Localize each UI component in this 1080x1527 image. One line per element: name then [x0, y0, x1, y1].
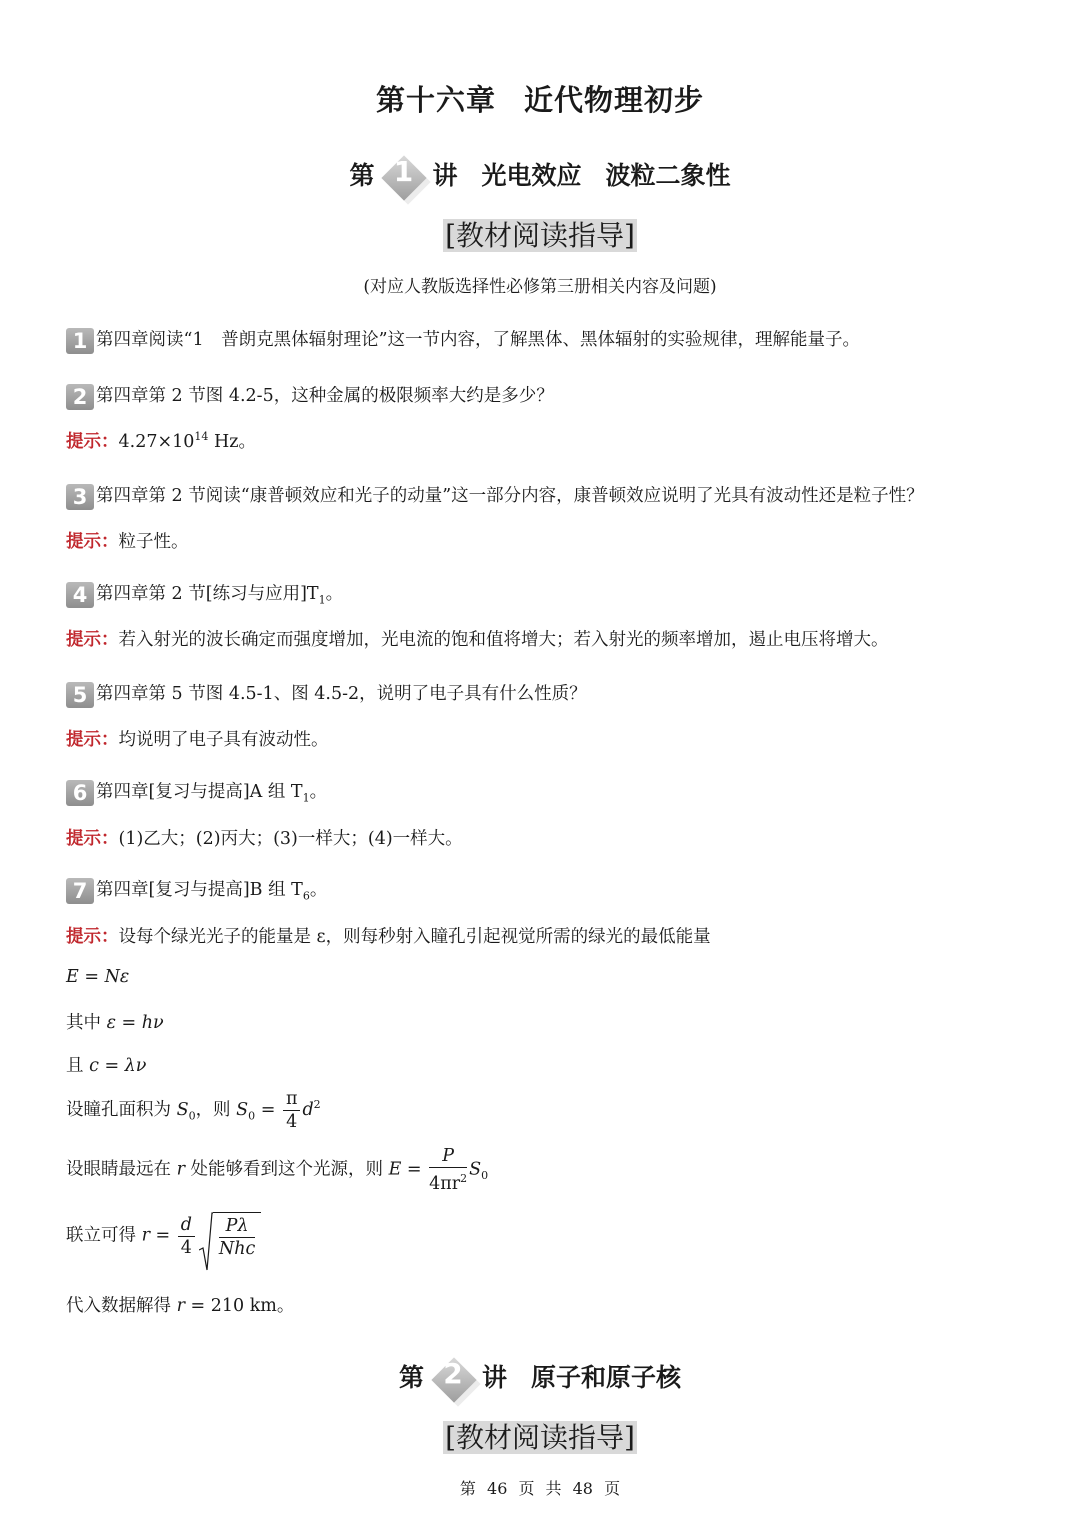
equation: 设眼睛最远在 r 处能够看到这个光源，则 E = $\frac{P}{4\pi r^2}$ $S_0$	[66, 1146, 489, 1194]
hint-line: 提示：(1)乙大；(2)丙大；(3)一样大；(4)一样大。	[66, 829, 463, 849]
item-number-badge: 6	[66, 780, 94, 806]
chapter-name: 近代物理初步	[524, 83, 705, 117]
radical-sign	[199, 1212, 213, 1272]
question-item	[66, 680, 587, 708]
question-item: 6 第四章[复习与提高]A 组 $T_1$。	[66, 778, 327, 806]
hint-line: 提示：设每个绿光光子的能量是 ε，则每秒射入瞳孔引起视觉所需的绿光的最低能量	[66, 927, 711, 947]
item-number-badge: 4	[66, 582, 94, 608]
lecture-prefix: 第	[349, 161, 375, 190]
question-item: 7 第四章[复习与提高]B 组 $T_6$。	[66, 876, 327, 904]
item-number-badge: 7	[66, 878, 94, 904]
chapter-title	[0, 78, 1080, 119]
question-item	[66, 326, 860, 354]
subnote: (对应人教版选择性必修第三册相关内容及问题)	[363, 277, 717, 297]
question-item: 4 第四章第 2 节[练习与应用]$T_1$。	[66, 580, 343, 608]
question-text: 第四章第 2 节阅读“康普顿效应和光子的动量”这一部分内容，康普顿效应说明了光具有波动性还是粒子性？	[96, 486, 924, 506]
lecture-number-badge: 2	[428, 1354, 478, 1404]
equation: 其中 ε = hν	[66, 1013, 164, 1033]
question-item	[66, 482, 924, 510]
lecture-prefix: 第	[398, 1363, 424, 1392]
question-text: 第四章第 2 节[练习与应用]T	[96, 584, 319, 604]
lecture-number-badge: 1	[378, 152, 428, 202]
lecture-1-heading	[0, 150, 1080, 202]
lecture-topic: 光电效应	[481, 161, 582, 190]
hint-label: 提示：	[66, 532, 119, 552]
lecture-topic: 原子和原子核	[531, 1363, 682, 1392]
equation: 代入数据解得 r = 210 km。	[66, 1296, 295, 1316]
question-text: 第四章[复习与提高]A 组 T	[96, 782, 303, 802]
hint-label: 提示：	[66, 829, 119, 849]
fraction: $\frac{P}{4\pi r^2}$	[429, 1146, 468, 1194]
page-footer: 第 46 页 共 48 页	[459, 1479, 621, 1498]
hint-line: 提示：若入射光的波长确定而强度增加，光电流的饱和值将增大；若入射光的频率增加，遏止电压将增大。	[66, 630, 889, 650]
guide-title-2: [教材阅读指导]	[445, 1421, 635, 1454]
hint-line: 提示：均说明了电子具有波动性。	[66, 730, 329, 750]
equation: E = Nε	[66, 967, 130, 987]
question-text: 第四章第 2 节图 4.2-5，这种金属的极限频率大约是多少？	[96, 386, 554, 406]
hint-label: 提示：	[66, 730, 119, 750]
item-number-badge: 2	[66, 384, 94, 410]
question-text: 第四章[复习与提高]B 组 T	[96, 880, 303, 900]
equation: 联立可得 r = $\frac{d}{4}$ $\frac{P\lambda}{\text{Nhc}}$	[66, 1212, 261, 1260]
lecture-topic: 波粒二象性	[605, 161, 731, 190]
hint-label: 提示：	[66, 630, 119, 650]
question-item	[66, 382, 554, 410]
hint-line: 提示：$4.27\times 10^{14}$ Hz。	[66, 430, 256, 452]
equation: 且 c = λν	[66, 1056, 147, 1076]
item-number-badge: 1	[66, 328, 94, 354]
equation: 设瞳孔面积为 $S_0$，则 $S_0$ = $\frac{\pi}{4}$ $d^2$	[66, 1089, 321, 1132]
fraction: $\frac{d}{4}$	[178, 1214, 195, 1259]
lecture-2-heading	[0, 1352, 1080, 1404]
question-text: 第四章阅读“1 普朗克黑体辐射理论”这一节内容，了解黑体、黑体辐射的实验规律，理解能量子。	[96, 330, 861, 350]
hint-label: 提示：	[66, 927, 119, 947]
guide-title: [教材阅读指导]	[445, 219, 635, 252]
hint-line: 提示：粒子性。	[66, 532, 189, 552]
item-number-badge: 3	[66, 484, 94, 510]
question-text: 第四章第 5 节图 4.5-1、图 4.5-2，说明了电子具有什么性质？	[96, 684, 587, 704]
square-root: $\frac{P\lambda}{\text{Nhc}}$	[199, 1212, 261, 1260]
lecture-suffix: 讲	[481, 1363, 507, 1392]
item-number-badge: 5	[66, 682, 94, 708]
fraction: $\frac{\pi}{4}$	[283, 1088, 301, 1133]
hint-label: 提示：	[66, 432, 119, 452]
lecture-suffix: 讲	[432, 161, 458, 190]
chapter-number: 第十六章	[375, 83, 496, 117]
